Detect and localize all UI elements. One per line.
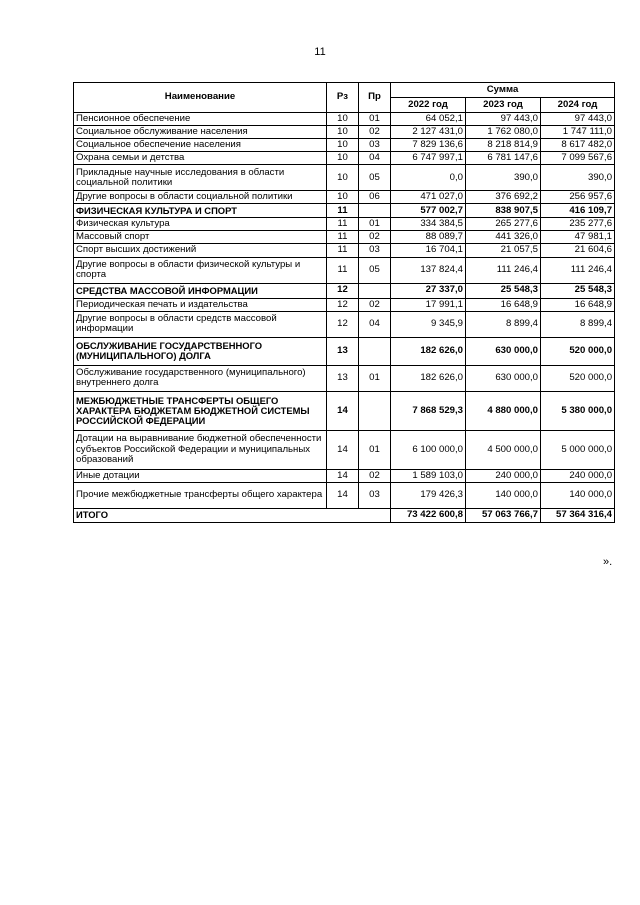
row-value-2022: 471 027,0: [391, 191, 466, 204]
row-rz: 10: [327, 139, 359, 152]
header-rz: Рз: [327, 83, 359, 113]
row-value-2023: 630 000,0: [466, 365, 541, 391]
row-pr: 03: [359, 244, 391, 257]
header-sum: Сумма: [391, 83, 615, 98]
row-pr: 02: [359, 298, 391, 311]
row-pr: [359, 204, 391, 218]
row-rz: 10: [327, 165, 359, 191]
table-row: [74, 391, 615, 430]
row-value-2024: 8 617 482,0: [541, 139, 615, 152]
budget-table: [73, 82, 615, 523]
table-row: [74, 126, 615, 139]
table-row: [74, 152, 615, 165]
row-value-2022: 88 089,7: [391, 231, 466, 244]
row-value-2022: 17 991,1: [391, 298, 466, 311]
table-row: [74, 165, 615, 191]
row-rz: 11: [327, 257, 359, 283]
row-pr: 01: [359, 430, 391, 469]
row-value-2022: 577 002,7: [391, 204, 466, 218]
row-value-2023: 1 762 080,0: [466, 126, 541, 139]
row-value-2024: 7 099 567,6: [541, 152, 615, 165]
row-pr: 03: [359, 482, 391, 508]
row-rz: 10: [327, 191, 359, 204]
table-row: [74, 231, 615, 244]
row-pr: 01: [359, 365, 391, 391]
row-value-2022: 7 829 136,6: [391, 139, 466, 152]
row-value-2022: 27 337,0: [391, 283, 466, 298]
row-rz: 14: [327, 391, 359, 430]
row-value-2024: 97 443,0: [541, 113, 615, 126]
table-row: [74, 139, 615, 152]
row-rz: 12: [327, 311, 359, 337]
row-rz: 11: [327, 231, 359, 244]
row-rz: 14: [327, 469, 359, 482]
row-value-2024: 235 277,6: [541, 218, 615, 231]
row-rz: 10: [327, 113, 359, 126]
header-2024: 2024 год: [541, 98, 615, 113]
row-name: Спорт высших достижений: [74, 244, 327, 257]
row-name: Другие вопросы в области средств массовой информации: [74, 311, 327, 337]
row-rz: 14: [327, 482, 359, 508]
row-pr: 02: [359, 126, 391, 139]
table-row: [74, 337, 615, 365]
row-value-2023: 97 443,0: [466, 113, 541, 126]
total-value-2024: 57 364 316,4: [541, 508, 615, 522]
row-value-2022: 6 747 997,1: [391, 152, 466, 165]
row-rz: 12: [327, 283, 359, 298]
header-name: Наименование: [74, 83, 327, 113]
row-pr: 03: [359, 139, 391, 152]
row-name: ФИЗИЧЕСКАЯ КУЛЬТУРА И СПОРТ: [74, 204, 327, 218]
row-name: Прикладные научные исследования в области социальной политики: [74, 165, 327, 191]
row-rz: 14: [327, 430, 359, 469]
row-rz: 12: [327, 298, 359, 311]
table-row: [74, 113, 615, 126]
row-name: Охрана семьи и детства: [74, 152, 327, 165]
row-name: СРЕДСТВА МАССОВОЙ ИНФОРМАЦИИ: [74, 283, 327, 298]
row-value-2024: 520 000,0: [541, 365, 615, 391]
row-value-2022: 64 052,1: [391, 113, 466, 126]
row-value-2024: 416 109,7: [541, 204, 615, 218]
row-pr: [359, 337, 391, 365]
row-name: Другие вопросы в области социальной политики: [74, 191, 327, 204]
header-2022: 2022 год: [391, 98, 466, 113]
row-rz: 11: [327, 218, 359, 231]
table-row: [74, 469, 615, 482]
row-value-2022: 1 589 103,0: [391, 469, 466, 482]
row-value-2023: 4 880 000,0: [466, 391, 541, 430]
row-pr: [359, 391, 391, 430]
row-value-2022: 2 127 431,0: [391, 126, 466, 139]
row-rz: 11: [327, 244, 359, 257]
row-value-2023: 4 500 000,0: [466, 430, 541, 469]
header-2023: 2023 год: [466, 98, 541, 113]
row-name: Пенсионное обеспечение: [74, 113, 327, 126]
row-value-2022: 7 868 529,3: [391, 391, 466, 430]
total-row: [74, 508, 615, 522]
row-value-2024: 16 648,9: [541, 298, 615, 311]
closing-mark: ».: [603, 556, 613, 568]
row-value-2022: 6 100 000,0: [391, 430, 466, 469]
row-value-2024: 25 548,3: [541, 283, 615, 298]
row-value-2024: 21 604,6: [541, 244, 615, 257]
row-value-2024: 8 899,4: [541, 311, 615, 337]
row-pr: 06: [359, 191, 391, 204]
row-value-2023: 8 218 814,9: [466, 139, 541, 152]
row-pr: 01: [359, 113, 391, 126]
row-name: Периодическая печать и издательства: [74, 298, 327, 311]
row-rz: 10: [327, 152, 359, 165]
row-name: Прочие межбюджетные трансферты общего характера: [74, 482, 327, 508]
row-value-2023: 16 648,9: [466, 298, 541, 311]
row-value-2023: 265 277,6: [466, 218, 541, 231]
row-value-2023: 376 692,2: [466, 191, 541, 204]
table-row: [74, 257, 615, 283]
row-value-2024: 47 981,1: [541, 231, 615, 244]
row-value-2023: 6 781 147,6: [466, 152, 541, 165]
row-value-2022: 334 384,5: [391, 218, 466, 231]
table-row: [74, 298, 615, 311]
row-value-2022: 182 626,0: [391, 365, 466, 391]
row-rz: 11: [327, 204, 359, 218]
table-row: [74, 191, 615, 204]
row-rz: 13: [327, 337, 359, 365]
row-value-2024: 390,0: [541, 165, 615, 191]
page-number: 11: [314, 46, 326, 58]
row-value-2023: 240 000,0: [466, 469, 541, 482]
row-value-2024: 1 747 111,0: [541, 126, 615, 139]
row-pr: 04: [359, 152, 391, 165]
row-name: Другие вопросы в области физической культуры и спорта: [74, 257, 327, 283]
row-pr: 02: [359, 231, 391, 244]
row-value-2024: 5 380 000,0: [541, 391, 615, 430]
total-value-2022: 73 422 600,8: [391, 508, 466, 522]
row-value-2024: 111 246,4: [541, 257, 615, 283]
row-value-2023: 441 326,0: [466, 231, 541, 244]
row-value-2023: 140 000,0: [466, 482, 541, 508]
row-name: Социальное обеспечение населения: [74, 139, 327, 152]
row-value-2024: 5 000 000,0: [541, 430, 615, 469]
row-name: Физическая культура: [74, 218, 327, 231]
total-value-2023: 57 063 766,7: [466, 508, 541, 522]
header-pr: Пр: [359, 83, 391, 113]
table-row: [74, 283, 615, 298]
row-value-2022: 179 426,3: [391, 482, 466, 508]
row-pr: 05: [359, 257, 391, 283]
table-row: [74, 365, 615, 391]
row-value-2024: 140 000,0: [541, 482, 615, 508]
row-name: Массовый спорт: [74, 231, 327, 244]
row-value-2023: 630 000,0: [466, 337, 541, 365]
row-value-2022: 137 824,4: [391, 257, 466, 283]
row-name: Дотации на выравнивание бюджетной обеспеченности субъектов Российской Федерации и муниципальных образований: [74, 430, 327, 469]
row-pr: 01: [359, 218, 391, 231]
row-value-2023: 21 057,5: [466, 244, 541, 257]
row-pr: 02: [359, 469, 391, 482]
row-pr: [359, 283, 391, 298]
row-value-2023: 111 246,4: [466, 257, 541, 283]
row-name: ОБСЛУЖИВАНИЕ ГОСУДАРСТВЕННОГО (МУНИЦИПАЛЬНОГО) ДОЛГА: [74, 337, 327, 365]
row-name: Обслуживание государственного (муниципального) внутреннего долга: [74, 365, 327, 391]
table-row: [74, 311, 615, 337]
row-value-2023: 25 548,3: [466, 283, 541, 298]
row-value-2022: 182 626,0: [391, 337, 466, 365]
row-pr: 05: [359, 165, 391, 191]
row-value-2022: 16 704,1: [391, 244, 466, 257]
row-name: Иные дотации: [74, 469, 327, 482]
row-name: МЕЖБЮДЖЕТНЫЕ ТРАНСФЕРТЫ ОБЩЕГО ХАРАКТЕРА БЮДЖЕТАМ БЮДЖЕТНОЙ СИСТЕМЫ РОССИЙСКОЙ ФЕДЕРАЦИИ: [74, 391, 327, 430]
row-value-2022: 9 345,9: [391, 311, 466, 337]
row-rz: 10: [327, 126, 359, 139]
table-row: [74, 218, 615, 231]
row-rz: 13: [327, 365, 359, 391]
row-value-2023: 8 899,4: [466, 311, 541, 337]
row-value-2023: 390,0: [466, 165, 541, 191]
row-value-2024: 256 957,6: [541, 191, 615, 204]
row-value-2024: 520 000,0: [541, 337, 615, 365]
row-value-2022: 0,0: [391, 165, 466, 191]
row-pr: 04: [359, 311, 391, 337]
table-body: [74, 113, 615, 523]
row-value-2023: 838 907,5: [466, 204, 541, 218]
row-name: Социальное обслуживание населения: [74, 126, 327, 139]
table-row: [74, 244, 615, 257]
table-row: [74, 482, 615, 508]
row-value-2024: 240 000,0: [541, 469, 615, 482]
total-label: ИТОГО: [74, 508, 391, 522]
table-row: [74, 204, 615, 218]
table-row: [74, 430, 615, 469]
